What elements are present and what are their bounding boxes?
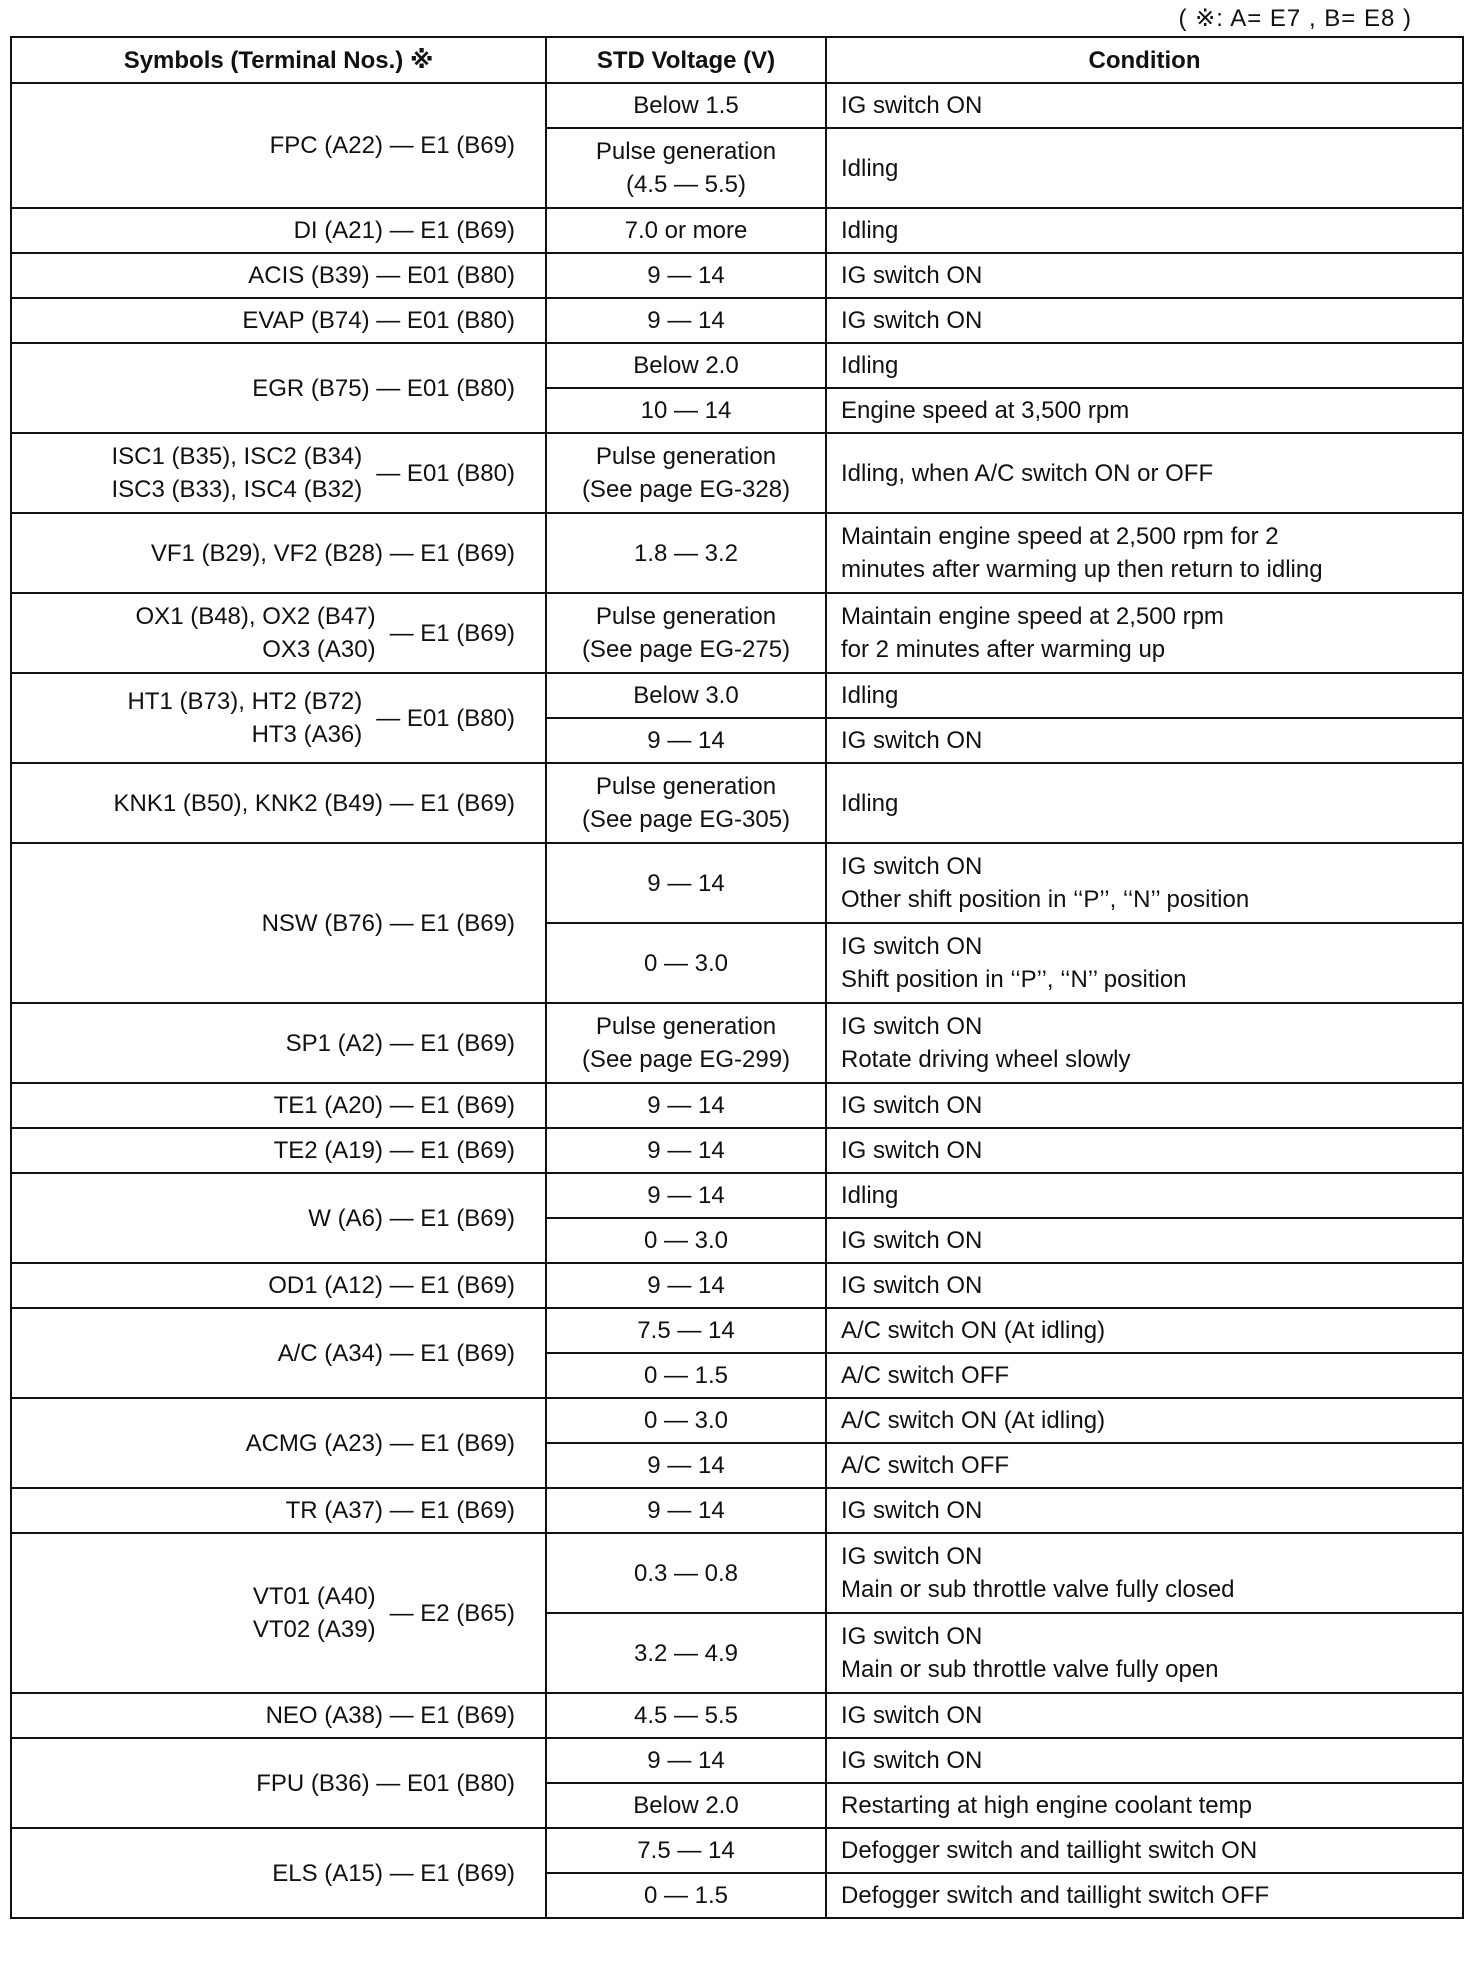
symbol-line: HT1 (B73), HT2 (B72)	[127, 688, 363, 715]
table-row	[11, 1308, 1463, 1353]
symbol-cell: NEO (A38) — E1 (B69)	[11, 1693, 546, 1738]
condition-line: Main or sub throttle valve fully open	[841, 1656, 1219, 1683]
std-cell	[546, 1003, 826, 1083]
symbol-cell: VF1 (B29), VF2 (B28) — E1 (B69)	[11, 513, 546, 593]
std-line: (See page EG-299)	[581, 1046, 791, 1073]
symbol-line: OX1 (B48), OX2 (B47)	[135, 603, 376, 630]
std-cell: 9 — 14	[546, 843, 826, 923]
std-cell: 9 — 14	[546, 1083, 826, 1128]
symbol-terminals	[128, 685, 363, 751]
condition-cell: A/C switch OFF	[826, 1443, 1463, 1488]
table-row	[11, 83, 1463, 128]
symbol-cell: FPC (A22) — E1 (B69)	[11, 83, 546, 208]
table-row	[11, 763, 1463, 843]
condition-cell: IG switch ON	[826, 298, 1463, 343]
table-row	[11, 1693, 1463, 1738]
symbol-cell: W (A6) — E1 (B69)	[11, 1173, 546, 1263]
std-line: Pulse generation	[595, 603, 777, 630]
table-row	[11, 1003, 1463, 1083]
symbol-group	[128, 685, 515, 751]
symbol-group	[136, 600, 515, 666]
table-row	[11, 298, 1463, 343]
std-cell: 9 — 14	[546, 1488, 826, 1533]
std-cell: 3.2 — 4.9	[546, 1613, 826, 1693]
condition-cell	[826, 513, 1463, 593]
symbol-cell: ACMG (A23) — E1 (B69)	[11, 1398, 546, 1488]
symbol-cell: TE1 (A20) — E1 (B69)	[11, 1083, 546, 1128]
std-line: Pulse generation	[595, 443, 777, 470]
table-row	[11, 253, 1463, 298]
condition-cell: IG switch ON	[826, 718, 1463, 763]
table-header-row	[11, 37, 1463, 83]
table-row	[11, 513, 1463, 593]
condition-cell: Idling	[826, 343, 1463, 388]
table-row	[11, 1488, 1463, 1533]
table-row	[11, 208, 1463, 253]
condition-line: for 2 minutes after warming up	[841, 636, 1166, 663]
condition-cell	[826, 1533, 1463, 1613]
condition-cell: Idling	[826, 128, 1463, 208]
condition-cell: IG switch ON	[826, 1693, 1463, 1738]
std-cell: 0 — 3.0	[546, 1218, 826, 1263]
std-cell: 9 — 14	[546, 1263, 826, 1308]
std-cell: 7.5 — 14	[546, 1828, 826, 1873]
std-cell: Below 2.0	[546, 343, 826, 388]
symbol-cell: OD1 (A12) — E1 (B69)	[11, 1263, 546, 1308]
condition-cell	[826, 1613, 1463, 1693]
condition-cell: Defogger switch and taillight switch ON	[826, 1828, 1463, 1873]
symbol-terminals	[112, 440, 363, 506]
voltage-spec-table	[10, 36, 1464, 1919]
std-line: (See page EG-305)	[581, 806, 791, 833]
condition-cell: A/C switch OFF	[826, 1353, 1463, 1398]
condition-cell: Idling	[826, 763, 1463, 843]
table-row	[11, 843, 1463, 923]
table-row	[11, 1263, 1463, 1308]
condition-cell: IG switch ON	[826, 1488, 1463, 1533]
condition-cell: A/C switch ON (At idling)	[826, 1308, 1463, 1353]
table-row	[11, 1128, 1463, 1173]
condition-line: IG switch ON	[841, 1543, 983, 1570]
condition-cell: IG switch ON	[826, 83, 1463, 128]
condition-cell: Restarting at high engine coolant temp	[826, 1783, 1463, 1828]
table-row	[11, 1533, 1463, 1613]
std-cell: 9 — 14	[546, 1443, 826, 1488]
symbol-cell: FPU (B36) — E01 (B80)	[11, 1738, 546, 1828]
table-row	[11, 343, 1463, 388]
table-row	[11, 593, 1463, 673]
std-cell: 0.3 — 0.8	[546, 1533, 826, 1613]
std-line: (4.5 — 5.5)	[625, 171, 747, 198]
condition-line: Maintain engine speed at 2,500 rpm	[841, 603, 1224, 630]
symbol-cell	[11, 433, 546, 513]
std-cell	[546, 763, 826, 843]
symbol-cell: NSW (B76) — E1 (B69)	[11, 843, 546, 1003]
symbol-line: ISC3 (B33), ISC4 (B32)	[111, 476, 363, 503]
std-line: (See page EG-328)	[581, 476, 791, 503]
std-cell: 10 — 14	[546, 388, 826, 433]
symbol-cell: KNK1 (B50), KNK2 (B49) — E1 (B69)	[11, 763, 546, 843]
symbol-ground: — E01 (B80)	[376, 704, 515, 732]
condition-line: Shift position in ‘‘P’’, ‘‘N’’ position	[841, 966, 1187, 993]
std-cell: 0 — 1.5	[546, 1873, 826, 1918]
symbol-cell: ACIS (B39) — E01 (B80)	[11, 253, 546, 298]
condition-line: IG switch ON	[841, 853, 983, 880]
condition-cell: IG switch ON	[826, 1128, 1463, 1173]
condition-cell: IG switch ON	[826, 1263, 1463, 1308]
condition-line: IG switch ON	[841, 1623, 983, 1650]
condition-line: Other shift position in ‘‘P’’, ‘‘N’’ position	[841, 886, 1250, 913]
symbol-line: VT01 (A40)	[252, 1583, 376, 1610]
condition-cell: IG switch ON	[826, 1738, 1463, 1783]
condition-cell: Engine speed at 3,500 rpm	[826, 388, 1463, 433]
std-cell: 7.5 — 14	[546, 1308, 826, 1353]
condition-cell	[826, 843, 1463, 923]
header-symbols: Symbols (Terminal Nos.) ※	[11, 37, 546, 83]
symbol-cell	[11, 1533, 546, 1693]
std-cell: 0 — 1.5	[546, 1353, 826, 1398]
condition-line: IG switch ON	[841, 1013, 983, 1040]
std-cell: 9 — 14	[546, 253, 826, 298]
symbol-terminals	[136, 600, 376, 666]
std-cell: 7.0 or more	[546, 208, 826, 253]
symbol-line: OX3 (A30)	[262, 636, 376, 663]
symbol-line: ISC1 (B35), ISC2 (B34)	[111, 443, 363, 470]
symbol-ground: — E1 (B69)	[389, 619, 515, 647]
condition-line: Maintain engine speed at 2,500 rpm for 2	[841, 523, 1279, 550]
symbol-group	[112, 440, 516, 506]
std-cell: 9 — 14	[546, 298, 826, 343]
table-row	[11, 433, 1463, 513]
condition-cell	[826, 1003, 1463, 1083]
std-cell: 9 — 14	[546, 718, 826, 763]
std-cell: 0 — 3.0	[546, 1398, 826, 1443]
symbol-terminals	[253, 1580, 376, 1646]
symbol-cell: DI (A21) — E1 (B69)	[11, 208, 546, 253]
symbol-line: HT3 (A36)	[251, 721, 363, 748]
symbol-cell: EVAP (B74) — E01 (B80)	[11, 298, 546, 343]
std-cell: Below 1.5	[546, 83, 826, 128]
condition-line: Rotate driving wheel slowly	[841, 1046, 1131, 1073]
symbol-cell	[11, 673, 546, 763]
condition-cell: A/C switch ON (At idling)	[826, 1398, 1463, 1443]
std-line: Pulse generation	[595, 138, 777, 165]
symbol-ground: — E2 (B65)	[389, 1599, 515, 1627]
condition-cell: IG switch ON	[826, 1218, 1463, 1263]
std-cell	[546, 433, 826, 513]
condition-cell	[826, 923, 1463, 1003]
std-cell	[546, 128, 826, 208]
condition-line: IG switch ON	[841, 933, 983, 960]
std-line: Pulse generation	[595, 773, 777, 800]
table-row	[11, 1398, 1463, 1443]
symbol-cell: TE2 (A19) — E1 (B69)	[11, 1128, 546, 1173]
std-cell: 0 — 3.0	[546, 923, 826, 1003]
header-std-voltage: STD Voltage (V)	[546, 37, 826, 83]
condition-cell: Idling, when A/C switch ON or OFF	[826, 433, 1463, 513]
symbol-cell	[11, 593, 546, 673]
std-line: Pulse generation	[595, 1013, 777, 1040]
symbol-cell: EGR (B75) — E01 (B80)	[11, 343, 546, 433]
condition-cell: IG switch ON	[826, 253, 1463, 298]
std-cell: Below 3.0	[546, 673, 826, 718]
table-row	[11, 1173, 1463, 1218]
symbol-cell: SP1 (A2) — E1 (B69)	[11, 1003, 546, 1083]
condition-line: minutes after warming up then return to idling	[841, 556, 1323, 583]
std-line: (See page EG-275)	[581, 636, 791, 663]
table-row	[11, 673, 1463, 718]
std-cell: Below 2.0	[546, 1783, 826, 1828]
std-cell: 9 — 14	[546, 1173, 826, 1218]
symbol-line: VT02 (A39)	[252, 1616, 376, 1643]
terminal-note: ( ※: A= E7 , B= E8 )	[1178, 5, 1412, 32]
condition-cell: Defogger switch and taillight switch OFF	[826, 1873, 1463, 1918]
condition-cell	[826, 593, 1463, 673]
symbol-ground: — E01 (B80)	[376, 459, 515, 487]
condition-cell: Idling	[826, 208, 1463, 253]
symbol-group	[253, 1580, 515, 1646]
condition-cell: Idling	[826, 673, 1463, 718]
table-row	[11, 1738, 1463, 1783]
table-row	[11, 1083, 1463, 1128]
symbol-cell: TR (A37) — E1 (B69)	[11, 1488, 546, 1533]
std-cell: 9 — 14	[546, 1128, 826, 1173]
symbol-cell: ELS (A15) — E1 (B69)	[11, 1828, 546, 1918]
header-condition: Condition	[826, 37, 1463, 83]
condition-cell: IG switch ON	[826, 1083, 1463, 1128]
table-row	[11, 1828, 1463, 1873]
condition-cell: Idling	[826, 1173, 1463, 1218]
symbol-cell: A/C (A34) — E1 (B69)	[11, 1308, 546, 1398]
std-cell	[546, 593, 826, 673]
std-cell: 9 — 14	[546, 1738, 826, 1783]
std-cell: 4.5 — 5.5	[546, 1693, 826, 1738]
std-cell: 1.8 — 3.2	[546, 513, 826, 593]
condition-line: Main or sub throttle valve fully closed	[841, 1576, 1235, 1603]
